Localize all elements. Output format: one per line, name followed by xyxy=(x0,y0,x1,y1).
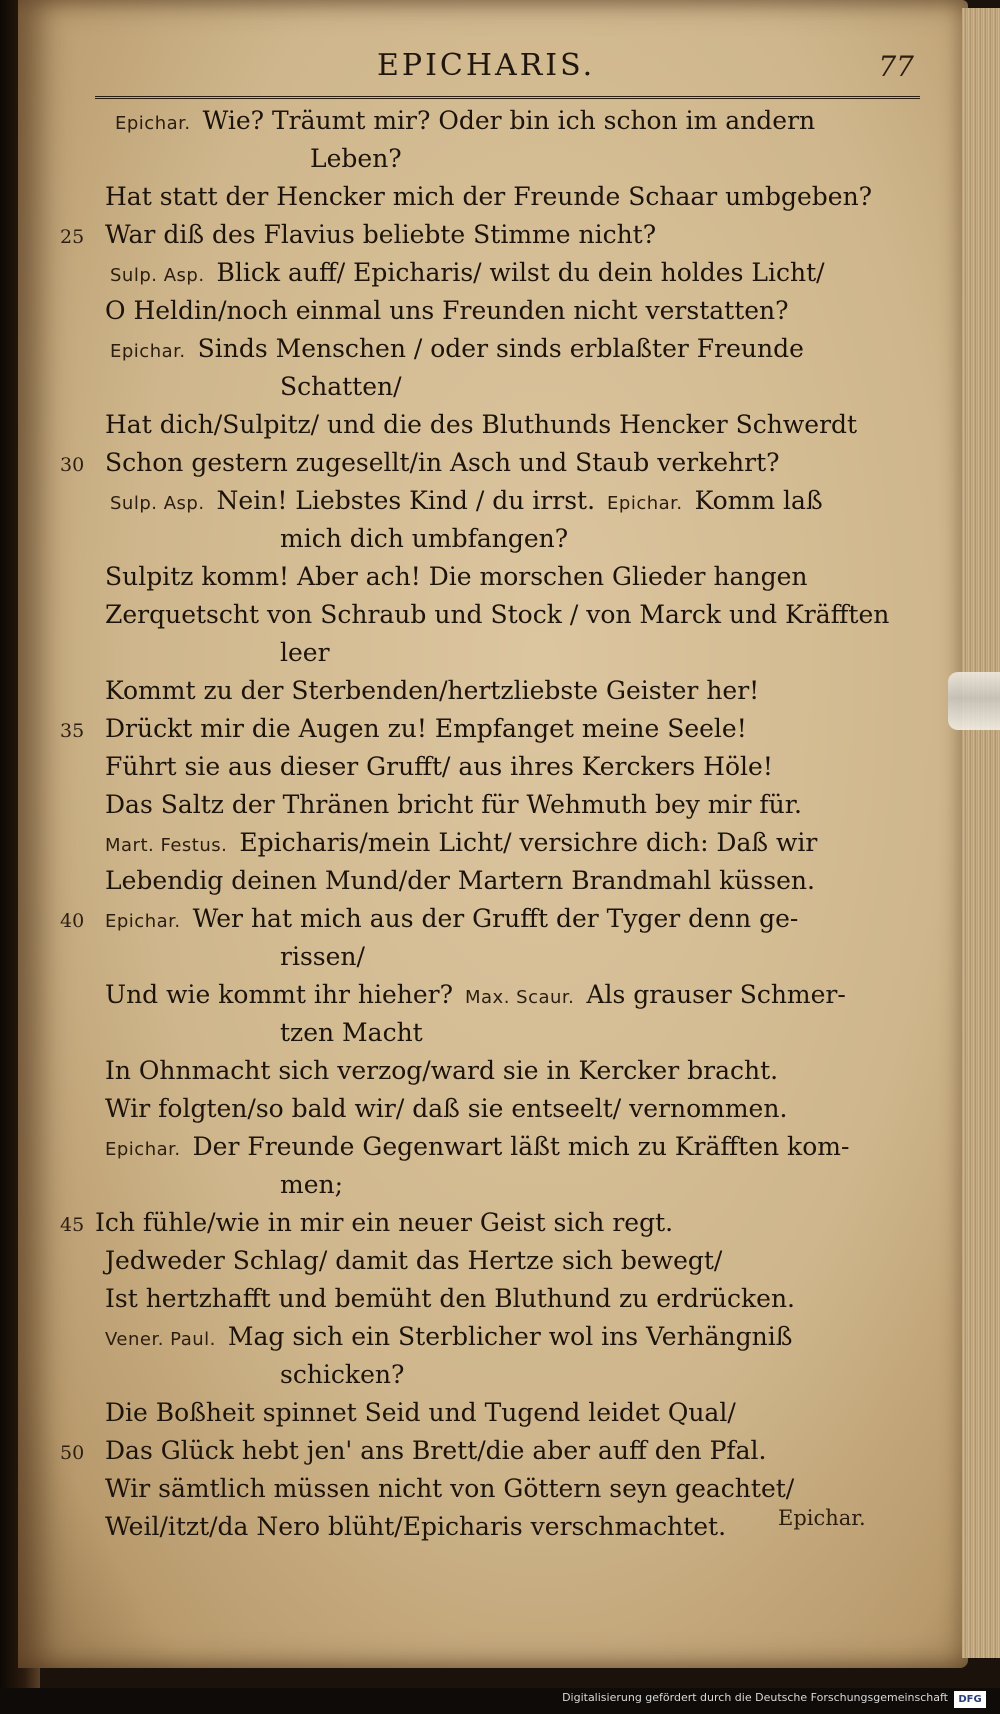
line-content xyxy=(105,1284,795,1313)
verse-line xyxy=(60,600,940,638)
verse-line xyxy=(60,1436,940,1474)
line-content xyxy=(105,600,889,629)
verse-line xyxy=(60,1208,940,1246)
line-content xyxy=(105,714,747,743)
verse-line xyxy=(60,562,940,600)
verse-text-line: Das Saltz der Thränen bricht für Wehmuth bey mir für. xyxy=(105,790,802,819)
footer-credit: Digitalisierung gefördert durch die Deutsche Forschungsgemeinschaft xyxy=(562,1691,948,1704)
verse-line xyxy=(60,828,940,866)
speaker-label: Epichar. xyxy=(105,911,181,932)
speaker-label: Max. Scaur. xyxy=(465,987,575,1008)
verse-text-line: Ich fühle/wie in mir ein neuer Geist sich regt. xyxy=(95,1208,674,1237)
verse-line xyxy=(60,866,940,904)
verse-line xyxy=(60,144,940,182)
verse-text-line: Epicharis/mein Licht/ versichre dich: Daß wir xyxy=(239,828,818,857)
speaker-label: Epichar. xyxy=(110,341,186,362)
verse-text-line: Hat statt der Hencker mich der Freunde Schaar umbgeben? xyxy=(105,182,873,211)
line-content xyxy=(280,638,330,667)
verse-line xyxy=(60,752,940,790)
verse-text-line: Kommt zu der Sterbenden/hertzliebste Geister her! xyxy=(105,676,760,705)
speaker-label: Vener. Paul. xyxy=(105,1329,216,1350)
verse-line xyxy=(60,486,940,524)
line-content xyxy=(105,1474,794,1503)
verse-line xyxy=(60,448,940,486)
line-content xyxy=(280,1170,343,1199)
line-content xyxy=(105,1056,778,1085)
line-content xyxy=(310,144,402,173)
line-content xyxy=(95,1208,673,1237)
line-number: 25 xyxy=(60,226,85,248)
verse-text-line: Lebendig deinen Mund/der Martern Brandmahl küssen. xyxy=(105,866,815,895)
speaker-label: Epichar. xyxy=(105,1139,181,1160)
verse-text-line: leer xyxy=(280,638,330,667)
verse-text-line: Jedweder Schlag/ damit das Hertze sich bewegt/ xyxy=(105,1246,723,1275)
page-number: 77 xyxy=(878,50,914,83)
verse-text-line: O Heldin/noch einmal uns Freunden nicht verstatten? xyxy=(105,296,789,325)
line-content xyxy=(105,676,759,705)
catchword: Epichar. xyxy=(778,1506,866,1530)
verse-line xyxy=(60,410,940,448)
line-content xyxy=(110,486,823,515)
verse-line xyxy=(60,182,940,220)
verse-text-line: Schatten/ xyxy=(280,372,402,401)
verse-line xyxy=(60,1018,940,1056)
speaker-label: Mart. Festus. xyxy=(105,835,228,856)
verse-line xyxy=(60,790,940,828)
verse-text-line: Schon gestern zugesellt/in Asch und Staub verkehrt? xyxy=(105,448,780,477)
line-number: 45 xyxy=(60,1214,85,1236)
speaker-label: Epichar. xyxy=(115,113,191,134)
verse-text-line: Der Freunde Gegenwart läßt mich zu Kräfften kom- xyxy=(192,1132,850,1161)
speaker-label: Sulp. Asp. xyxy=(110,265,205,286)
line-content xyxy=(105,980,846,1009)
verse-text-line: rissen/ xyxy=(280,942,365,971)
verse-text-line: Wir sämtlich müssen nicht von Göttern seyn geachtet/ xyxy=(105,1474,795,1503)
line-content xyxy=(105,448,780,477)
line-content xyxy=(105,562,807,591)
verse-text-line: War diß des Flavius beliebte Stimme nicht? xyxy=(105,220,657,249)
line-content xyxy=(105,790,802,819)
verse-line xyxy=(60,1246,940,1284)
line-content xyxy=(105,220,656,249)
verse-line xyxy=(60,676,940,714)
verse-text xyxy=(60,106,940,1550)
verse-line xyxy=(60,942,940,980)
verse-line xyxy=(60,524,940,562)
verse-line xyxy=(60,106,940,144)
line-content xyxy=(105,1246,722,1275)
verse-line xyxy=(60,904,940,942)
line-content xyxy=(110,334,804,363)
verse-text-line: Mag sich ein Sterblicher wol ins Verhängniß xyxy=(227,1322,793,1351)
verse-text-line: Weil/itzt/da Nero blüht/Epicharis verschmachtet. xyxy=(105,1512,727,1541)
line-content xyxy=(105,1132,849,1161)
line-content xyxy=(105,1322,792,1351)
line-content xyxy=(105,904,798,933)
line-number: 40 xyxy=(60,910,85,932)
page-stack-edge xyxy=(962,8,1000,1658)
page-header xyxy=(95,46,920,99)
verse-text-line: Wer hat mich aus der Grufft der Tyger denn ge- xyxy=(192,904,799,933)
verse-text-line: Blick auff/ Epicharis/ wilst du dein holdes Licht/ xyxy=(216,258,825,287)
line-content xyxy=(105,1398,736,1427)
verse-text-line: Und wie kommt ihr hieher? xyxy=(105,980,453,1009)
verse-text-line: Drückt mir die Augen zu! Empfanget meine Seele! xyxy=(105,714,747,743)
verse-line xyxy=(60,980,940,1018)
verse-line xyxy=(60,1094,940,1132)
verse-text-line: Ist hertzhafft und bemüht den Bluthund zu erdrücken. xyxy=(105,1284,796,1313)
line-content xyxy=(105,1512,726,1541)
verse-text-line: Hat dich/Sulpitz/ und die des Bluthunds Hencker Schwerdt xyxy=(105,410,858,439)
verse-text-line: men; xyxy=(280,1170,344,1199)
line-content xyxy=(280,372,402,401)
line-number: 30 xyxy=(60,454,85,476)
verse-text-line: mich dich umbfangen? xyxy=(280,524,569,553)
verse-line xyxy=(60,714,940,752)
verse-line xyxy=(60,258,940,296)
verse-line xyxy=(60,1056,940,1094)
line-content xyxy=(105,1094,787,1123)
verse-text-line: Die Boßheit spinnet Seid und Tugend leidet Qual/ xyxy=(105,1398,736,1427)
line-content xyxy=(110,258,825,287)
verse-line xyxy=(60,1170,940,1208)
verse-text-line: Sinds Menschen / oder sinds erblaßter Freunde xyxy=(197,334,804,363)
verse-line xyxy=(60,372,940,410)
line-content xyxy=(105,866,815,895)
verse-line xyxy=(60,296,940,334)
line-content xyxy=(105,182,872,211)
verse-line xyxy=(60,220,940,258)
line-content xyxy=(105,752,773,781)
line-content xyxy=(280,1018,423,1047)
line-content xyxy=(105,410,857,439)
verse-text-line: Sulpitz komm! Aber ach! Die morschen Glieder hangen xyxy=(105,562,808,591)
verse-line xyxy=(60,334,940,372)
verse-text-line: Leben? xyxy=(310,144,402,173)
plastic-clip xyxy=(948,672,1000,730)
line-content xyxy=(105,1436,767,1465)
line-content xyxy=(280,942,365,971)
line-content xyxy=(280,1360,404,1389)
line-content xyxy=(280,524,568,553)
line-content xyxy=(115,106,815,135)
verse-text-line: Führt sie aus dieser Grufft/ aus ihres Kerckers Höle! xyxy=(105,752,773,781)
verse-line xyxy=(60,1284,940,1322)
line-number: 35 xyxy=(60,720,85,742)
dfg-logo: DFG xyxy=(954,1691,986,1708)
verse-text-line: Als grauser Schmer- xyxy=(586,980,846,1009)
verse-text-line: tzen Macht xyxy=(280,1018,423,1047)
speaker-label: Sulp. Asp. xyxy=(110,493,205,514)
speaker-label: Epichar. xyxy=(607,493,683,514)
verse-text-line: Zerquetscht von Schraub und Stock / von Marck und Kräfften xyxy=(105,600,890,629)
verse-text-line: In Ohnmacht sich verzog/ward sie in Kercker bracht. xyxy=(105,1056,779,1085)
running-title: EPICHARIS. xyxy=(377,48,596,83)
verse-line xyxy=(60,638,940,676)
line-content xyxy=(105,296,789,325)
verse-text-line: Wir folgten/so bald wir/ daß sie entseelt/ vernommen. xyxy=(105,1094,788,1123)
verse-line xyxy=(60,1360,940,1398)
verse-text-line: Das Glück hebt jen' ans Brett/die aber auff den Pfal. xyxy=(105,1436,767,1465)
verse-line xyxy=(60,1132,940,1170)
verse-line xyxy=(60,1398,940,1436)
verse-text-line: Nein! Liebstes Kind / du irrst. xyxy=(216,486,596,515)
line-content xyxy=(105,828,817,857)
line-number: 50 xyxy=(60,1442,85,1464)
verse-line xyxy=(60,1322,940,1360)
verse-text-line: Wie? Träumt mir? Oder bin ich schon im andern xyxy=(202,106,816,135)
verse-text-line: schicken? xyxy=(280,1360,405,1389)
verse-text-line: Komm laß xyxy=(694,486,823,515)
